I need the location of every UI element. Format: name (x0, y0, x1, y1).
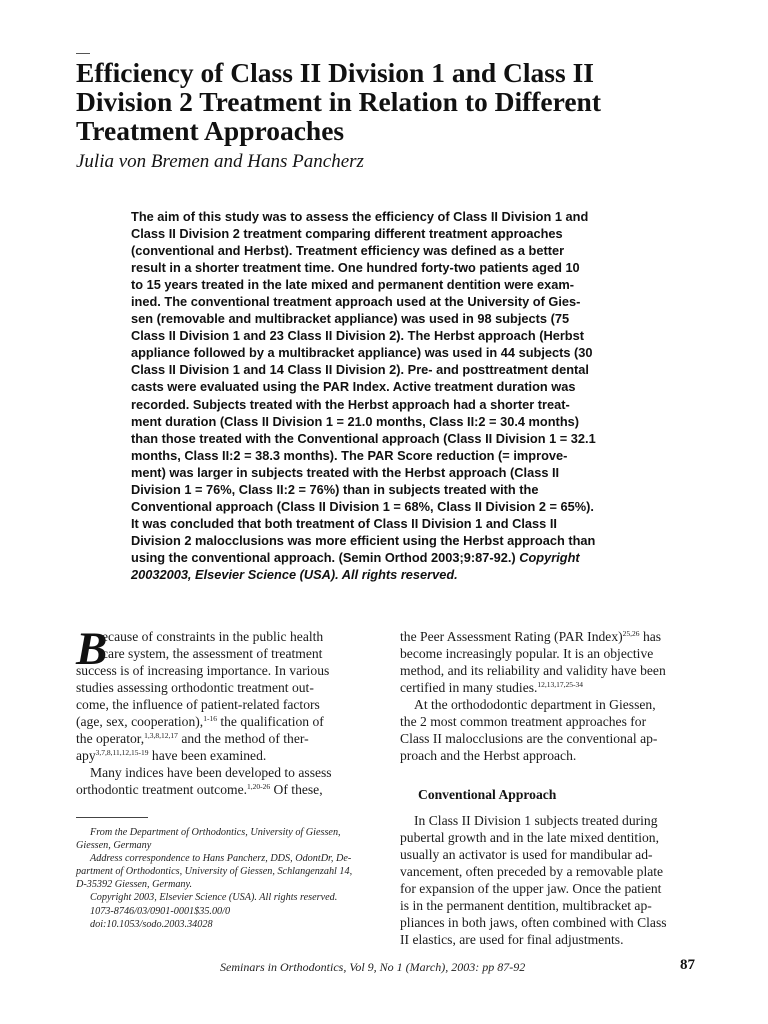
abstract-line: (conventional and Herbst). Treatment efficiency was defined as a better (131, 243, 565, 259)
abstract-copyright: Copyright (519, 549, 580, 565)
abstract-line: Conventional approach (Class II Division 1 = 68%, Class II Division 2 = 65%). (131, 498, 594, 514)
abstract (131, 208, 661, 583)
footnote-line: D-35392 Giessen, Germany. (76, 879, 193, 891)
abstract-line: Class II Division 2 treatment comparing different treatment approaches (131, 226, 563, 242)
citation-superscript: 1,20-26 (247, 782, 271, 792)
body-text: have been examined. (151, 748, 267, 764)
body-text: and the method of ther- (181, 731, 309, 747)
body-text: Of these, (273, 782, 323, 798)
body-line: pliances in both jaws, often combined with Class (400, 915, 667, 931)
abstract-line: ment) was larger in subjects treated with the Herbst approach (Class II (131, 464, 560, 480)
section-heading: Conventional Approach (418, 787, 557, 802)
abstract-line: result in a shorter treatment time. One hundred forty-two patients aged 10 (131, 260, 580, 276)
footnote-line: 1073-8746/03/0901-0001$35.00/0 (90, 905, 231, 917)
body-text: (age, sex, cooperation), (76, 714, 204, 730)
body-line: At the orthododontic department in Giessen, (414, 697, 656, 713)
abstract-line: The aim of this study was to assess the efficiency of Class II Division 1 and (131, 209, 589, 224)
abstract-line: recorded. Subjects treated with the Herbst approach had a shorter treat- (131, 396, 570, 412)
article-title (76, 58, 716, 145)
body-text: has (642, 629, 662, 644)
title-line: Treatment Approaches (76, 115, 345, 146)
abstract-line: Class II Division 1 and 14 Class II Division 2). Pre- and posttreatment dental (131, 362, 589, 378)
author-byline: Julia von Bremen and Hans Pancherz (76, 151, 364, 172)
body-line: become increasingly popular. It is an objective (400, 646, 654, 662)
abstract-citation: using the conventional approach. (Semin Orthod 2003;9:87-92.) (131, 549, 520, 565)
header-rule-mark (76, 53, 90, 54)
footnote-line: From the Department of Orthodontics, University of Giessen, (90, 827, 341, 838)
abstract-line: casts were evaluated using the PAR Index. Active treatment duration was (131, 379, 576, 395)
body-line: II elastics, are used for final adjustments. (400, 932, 624, 948)
abstract-line: It was concluded that both treatment of Class II Division 1 and Class II (131, 515, 557, 531)
body-line: care system, the assessment of treatment (102, 646, 323, 662)
body-text: apy (76, 748, 96, 764)
body-text: the operator, (76, 731, 145, 747)
body-line: proach and the Herbst approach. (400, 748, 577, 764)
body-line (76, 781, 378, 798)
body-line: Many indices have been developed to assess (90, 765, 332, 781)
body-line: method, and its reliability and validity have been (400, 663, 666, 679)
footnotes (76, 826, 378, 931)
body-line: is in the permanent dentition, multibracket ap- (400, 898, 652, 914)
footnote-line: Address correspondence to Hans Pancherz, DDS, OdontDr, De- (90, 853, 352, 865)
abstract-line: appliance followed by a multibracket appliance) was used in 44 subjects (30 (131, 345, 593, 361)
abstract-line: ined. The conventional treatment approach used at the University of Gies- (131, 294, 581, 310)
footnote-line: Giessen, Germany (76, 840, 152, 852)
body-line (400, 628, 702, 645)
body-line: ecause of constraints in the public health (102, 629, 324, 644)
body-line: the 2 most common treatment approaches for (400, 714, 647, 730)
footnote-line: Copyright 2003, Elsevier Science (USA). All rights reserved. (90, 892, 338, 904)
body-line: success is of increasing importance. In various (76, 663, 330, 679)
body-line: for expansion of the upper jaw. Once the patient (400, 881, 662, 897)
abstract-line: Division 2 malocclusions was more efficient using the Herbst approach than (131, 532, 596, 548)
body-text: certified in many studies. (400, 680, 538, 696)
body-text: orthodontic treatment outcome. (76, 782, 248, 798)
title-line: Division 2 Treatment in Relation to Different (76, 86, 601, 117)
footnote-rule (76, 817, 148, 818)
body-line (76, 747, 378, 764)
abstract-line: Class II Division 1 and 23 Class II Division 2). The Herbst approach (Herbst (131, 328, 585, 344)
abstract-line (131, 549, 661, 566)
section-body (400, 812, 702, 948)
body-line: Class II malocclusions are the conventional ap- (400, 731, 658, 747)
body-line (76, 713, 378, 730)
abstract-line: to 15 years treated in the late mixed and permanent dentition were exam- (131, 277, 575, 293)
citation-superscript: 1-16 (203, 714, 217, 724)
abstract-line: than those treated with the Conventional approach (Class II Division 1 = 32.1 (131, 430, 596, 446)
citation-superscript: 12,13,17,25-34 (537, 680, 584, 690)
abstract-copyright-line: 20032003, Elsevier Science (USA). All rights reserved. (131, 566, 458, 582)
body-line: usually an activator is used for mandibular ad- (400, 847, 653, 863)
abstract-line: ment duration (Class II Division 1 = 21.0 months, Class II:2 = 30.4 months) (131, 413, 580, 429)
footnote-line: partment of Orthodontics, University of Giessen, Schlangenzahl 14, (76, 866, 353, 878)
citation-superscript: 1,3,8,12,17 (144, 731, 178, 741)
title-line: Efficiency of Class II Division 1 and Class II (76, 57, 594, 88)
body-line: pubertal growth and in the late mixed dentition, (400, 830, 659, 846)
footnote-line: doi:10.1053/sodo.2003.34028 (90, 918, 213, 930)
abstract-line: sen (removable and multibracket appliance) was used in 98 subjects (75 (131, 311, 570, 327)
body-column-right (400, 628, 702, 764)
body-line: In Class II Division 1 subjects treated during (414, 813, 658, 828)
body-text: the qualification of (220, 714, 324, 730)
body-line: studies assessing orthodontic treatment out- (76, 680, 314, 696)
abstract-line: months, Class II:2 = 38.3 months). The PAR Score reduction (= improve- (131, 447, 568, 463)
journal-footer: Seminars in Orthodontics, Vol 9, No 1 (March), 2003: pp 87-92 (220, 960, 526, 974)
abstract-line: Division 1 = 76%, Class II:2 = 76%) than in subjects treated with the (131, 481, 539, 497)
body-line: come, the influence of patient-related factors (76, 697, 320, 713)
drop-cap: B (76, 623, 108, 675)
citation-superscript: 3,7,8,11,12,15-19 (95, 748, 149, 758)
body-text: the Peer Assessment Rating (PAR Index) (400, 629, 623, 644)
citation-superscript: 25,26 (622, 629, 640, 638)
body-line (400, 679, 702, 696)
body-column-left (76, 623, 378, 798)
page-number: 87 (680, 957, 695, 973)
body-line: vancement, often preceded by a removable plate (400, 864, 664, 880)
body-line (76, 730, 378, 747)
